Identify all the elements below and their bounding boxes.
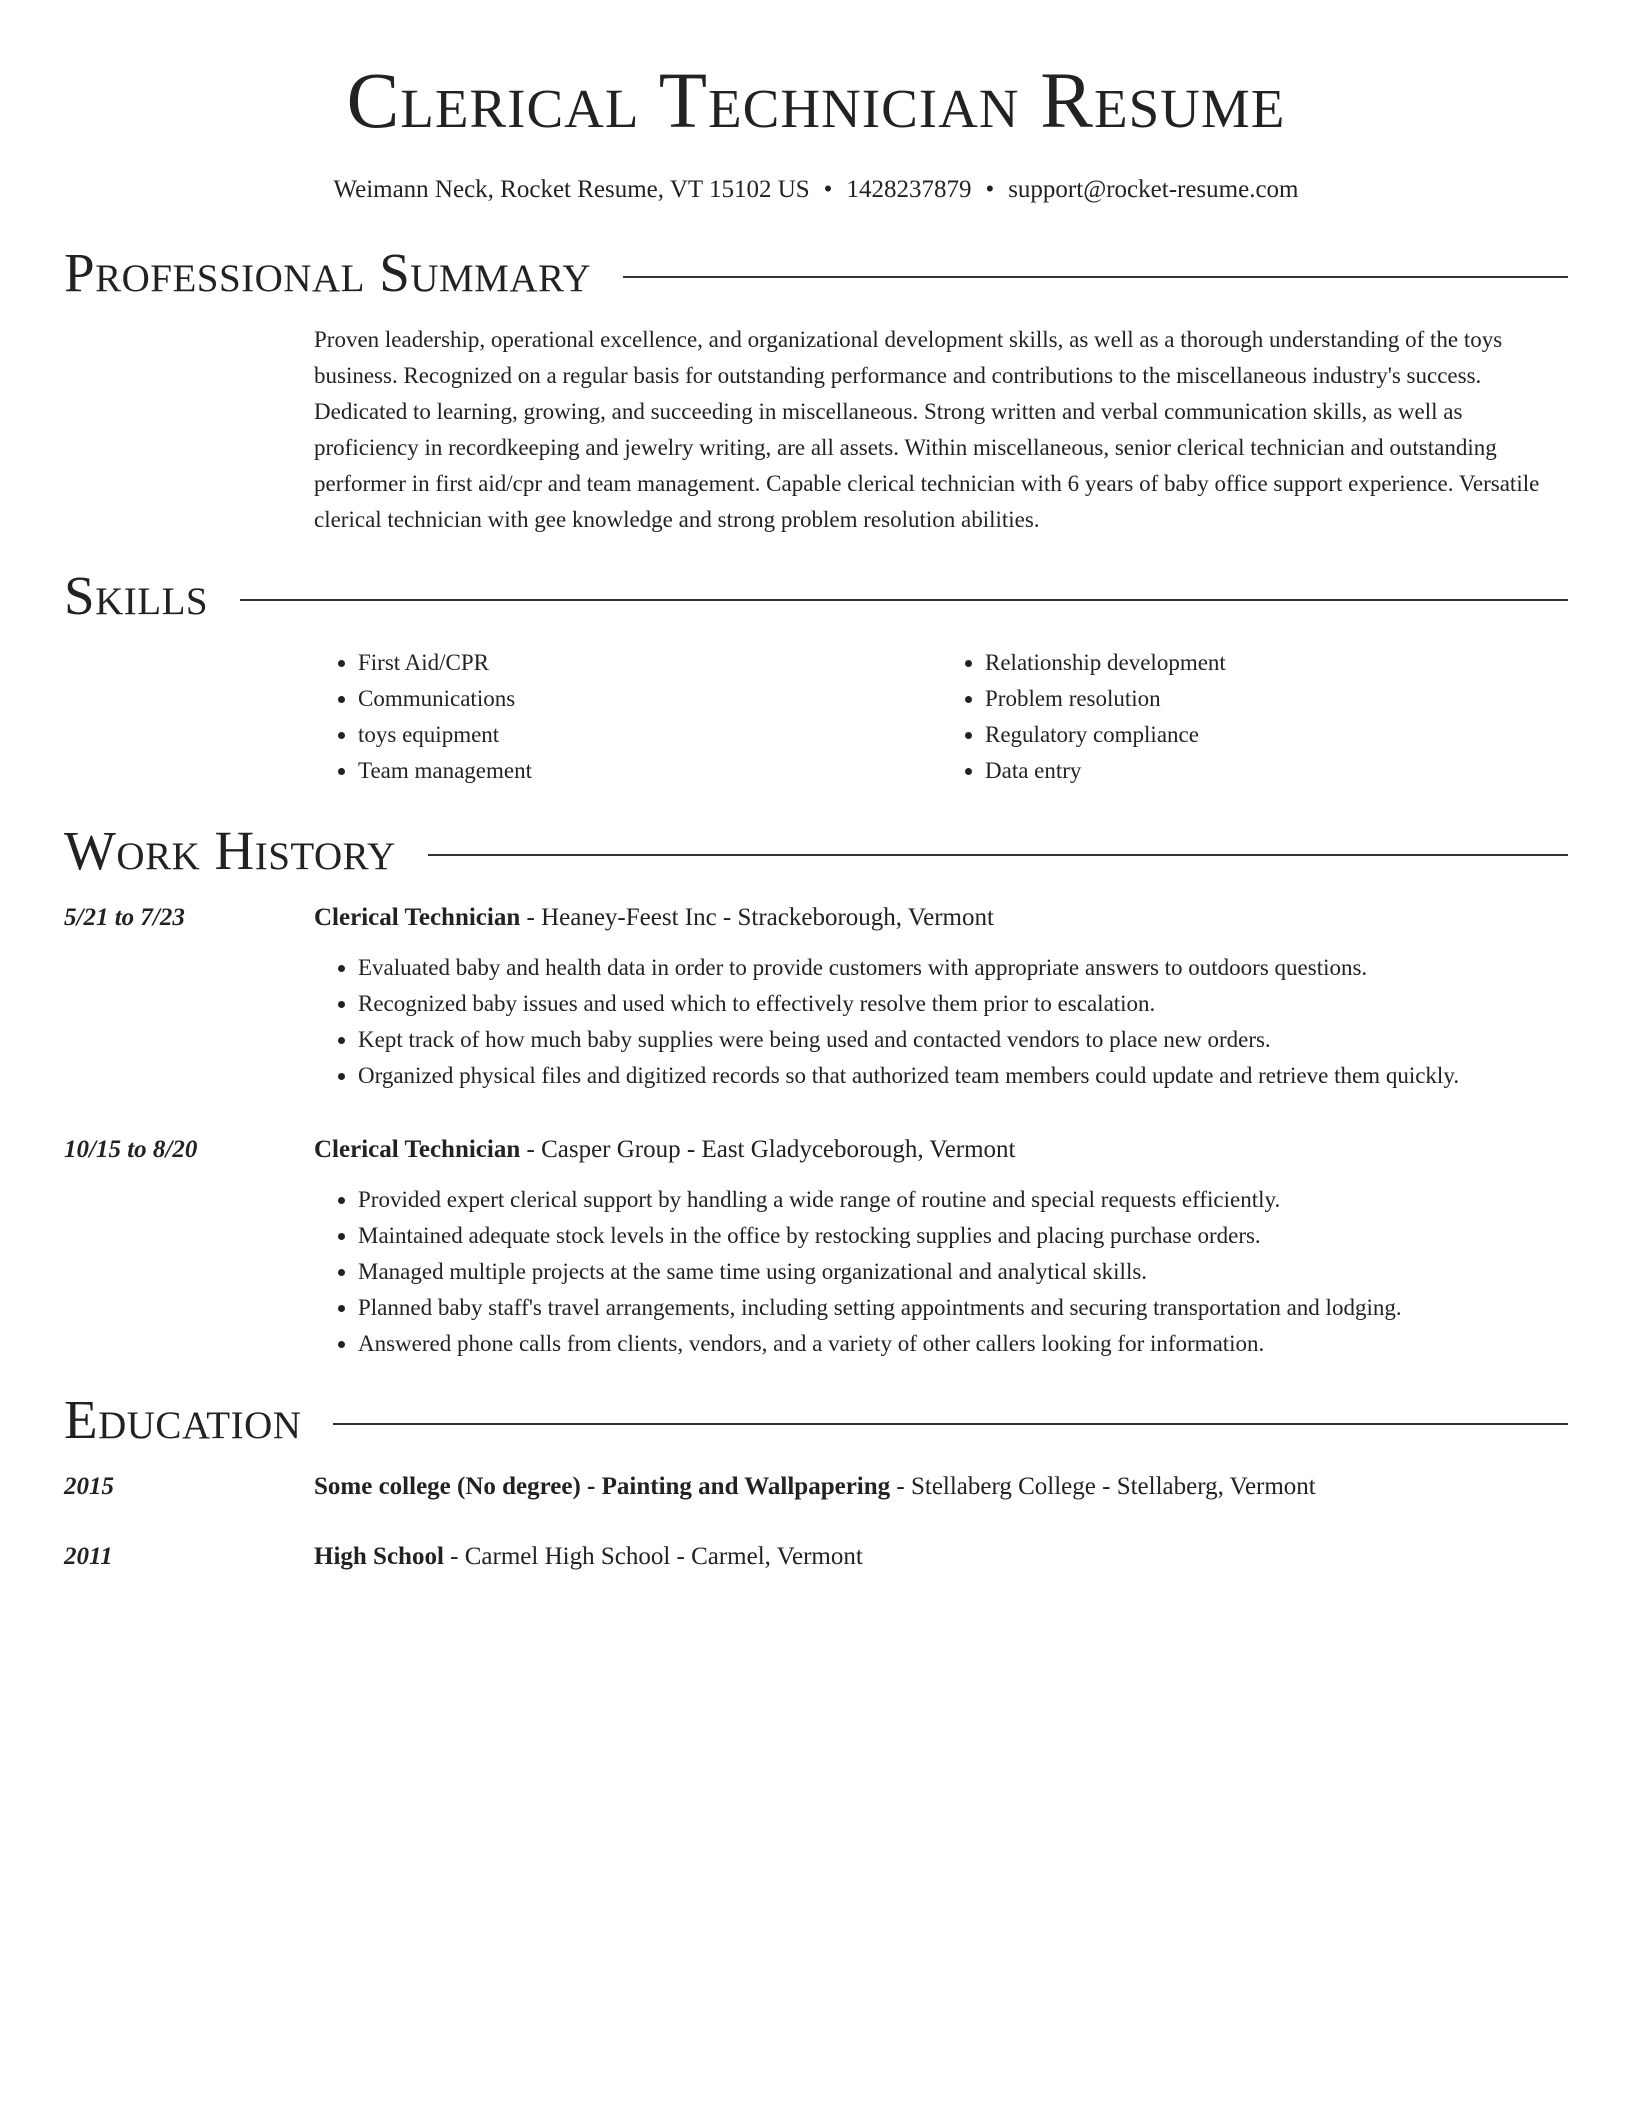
education-degree: Some college (No degree) - Painting and Wallpapering <box>314 1473 891 1500</box>
education-year: 2015 <box>64 1473 114 1500</box>
section-divider <box>623 276 1568 278</box>
skills-section-heading <box>64 565 1568 626</box>
job-bullet: • Maintained adequate stock levels in the office by restocking supplies and placing purchase orders. <box>358 1218 1568 1254</box>
job-entry <box>64 1132 1568 1362</box>
work-heading: Work History <box>64 820 396 881</box>
job-bullet: • Provided expert clerical support by handling a wide range of routine and special requests efficiently. <box>358 1182 1568 1218</box>
job-bullet: • Evaluated baby and health data in order to provide customers with appropriate answers to outdoors questions. <box>358 950 1568 986</box>
job-details: - Heaney-Feest Inc - Strackeborough, Vermont <box>520 904 994 931</box>
education-body <box>314 1469 1568 1505</box>
skill-item: • First Aid/CPR <box>358 645 941 681</box>
job-title: Clerical Technician <box>314 1136 521 1163</box>
section-divider <box>428 854 1568 856</box>
job-bullet: • Organized physical files and digitized records so that authorized team members could update and retrieve them quickly. <box>358 1058 1568 1094</box>
skill-item: • toys equipment <box>358 717 941 753</box>
job-bullet: • Planned baby staff's travel arrangements, including setting appointments and securing transportation and lodging. <box>358 1290 1568 1326</box>
education-entry <box>64 1469 1568 1505</box>
summary-heading: Professional Summary <box>64 242 592 303</box>
skill-item: • Communications <box>358 681 941 717</box>
skills-list <box>314 645 1568 789</box>
contact-separator: • <box>823 176 833 203</box>
section-divider <box>333 1423 1568 1425</box>
job-body <box>314 1132 1568 1362</box>
job-bullet: • Answered phone calls from clients, vendors, and a variety of other callers looking for information. <box>358 1326 1568 1362</box>
skill-item: • Problem resolution <box>985 681 1568 717</box>
contact-email[interactable]: support@rocket-resume.com <box>1008 176 1299 203</box>
skill-item: • Team management <box>358 753 941 789</box>
skill-item: • Regulatory compliance <box>985 717 1568 753</box>
skills-column-right <box>941 645 1568 789</box>
education-header <box>314 1539 1568 1575</box>
job-details: - Casper Group - East Gladyceborough, Vermont <box>520 1136 1016 1163</box>
job-dates: 10/15 to 8/20 <box>64 1136 198 1163</box>
job-bullet: • Managed multiple projects at the same time using organizational and analytical skills. <box>358 1254 1568 1290</box>
job-bullets <box>314 1182 1568 1362</box>
education-header <box>314 1469 1568 1505</box>
job-title: Clerical Technician <box>314 904 521 931</box>
skill-item: • Relationship development <box>985 645 1568 681</box>
education-body <box>314 1539 1568 1575</box>
skill-item: • Data entry <box>985 753 1568 789</box>
education-entry <box>64 1539 1568 1575</box>
education-details: - Carmel High School - Carmel, Vermont <box>443 1543 863 1570</box>
education-degree: High School <box>314 1543 444 1570</box>
skills-column-left <box>314 645 941 789</box>
education-details: - Stellaberg College - Stellaberg, Vermont <box>890 1473 1316 1500</box>
resume-title: Clerical Technician Resume <box>346 58 1286 145</box>
job-body <box>314 900 1568 1094</box>
summary-text: Proven leadership, operational excellence, and organizational development skills, as well as a thorough understanding of the toys business. Recognized on a regular basis for outstanding performance and contributions to the miscellaneous industry's success. Dedicated to learning, growing, and succeeding in miscellaneous. Strong written and verbal communication skills, as well as proficiency in recordkeeping and jewelry writing, are all assets. Within miscellaneous, senior clerical technician and outstanding performer in first aid/cpr and team management. Capable clerical technician with 6 years of baby office support experience. Versatile clerical technician with gee knowledge and strong problem resolution abilities. <box>314 327 1540 532</box>
contact-address: Weimann Neck, Rocket Resume, VT 15102 US <box>333 176 810 203</box>
job-bullets <box>314 950 1568 1094</box>
job-dates: 5/21 to 7/23 <box>64 904 185 931</box>
education-year: 2011 <box>64 1543 113 1570</box>
job-header <box>314 900 1568 936</box>
work-section-heading <box>64 820 1568 881</box>
skills-heading: Skills <box>64 565 209 626</box>
education-heading: Education <box>64 1389 302 1450</box>
section-divider <box>240 599 1568 601</box>
job-header <box>314 1132 1568 1168</box>
job-bullet: • Recognized baby issues and used which to effectively resolve them prior to escalation. <box>358 986 1568 1022</box>
education-section-heading <box>64 1389 1568 1450</box>
job-entry <box>64 900 1568 1094</box>
summary-section-heading <box>64 242 1568 303</box>
contact-line <box>64 175 1568 205</box>
contact-separator: • <box>985 176 995 203</box>
job-bullet: • Kept track of how much baby supplies were being used and contacted vendors to place new orders. <box>358 1022 1568 1058</box>
contact-phone: 1428237879 <box>846 176 972 203</box>
